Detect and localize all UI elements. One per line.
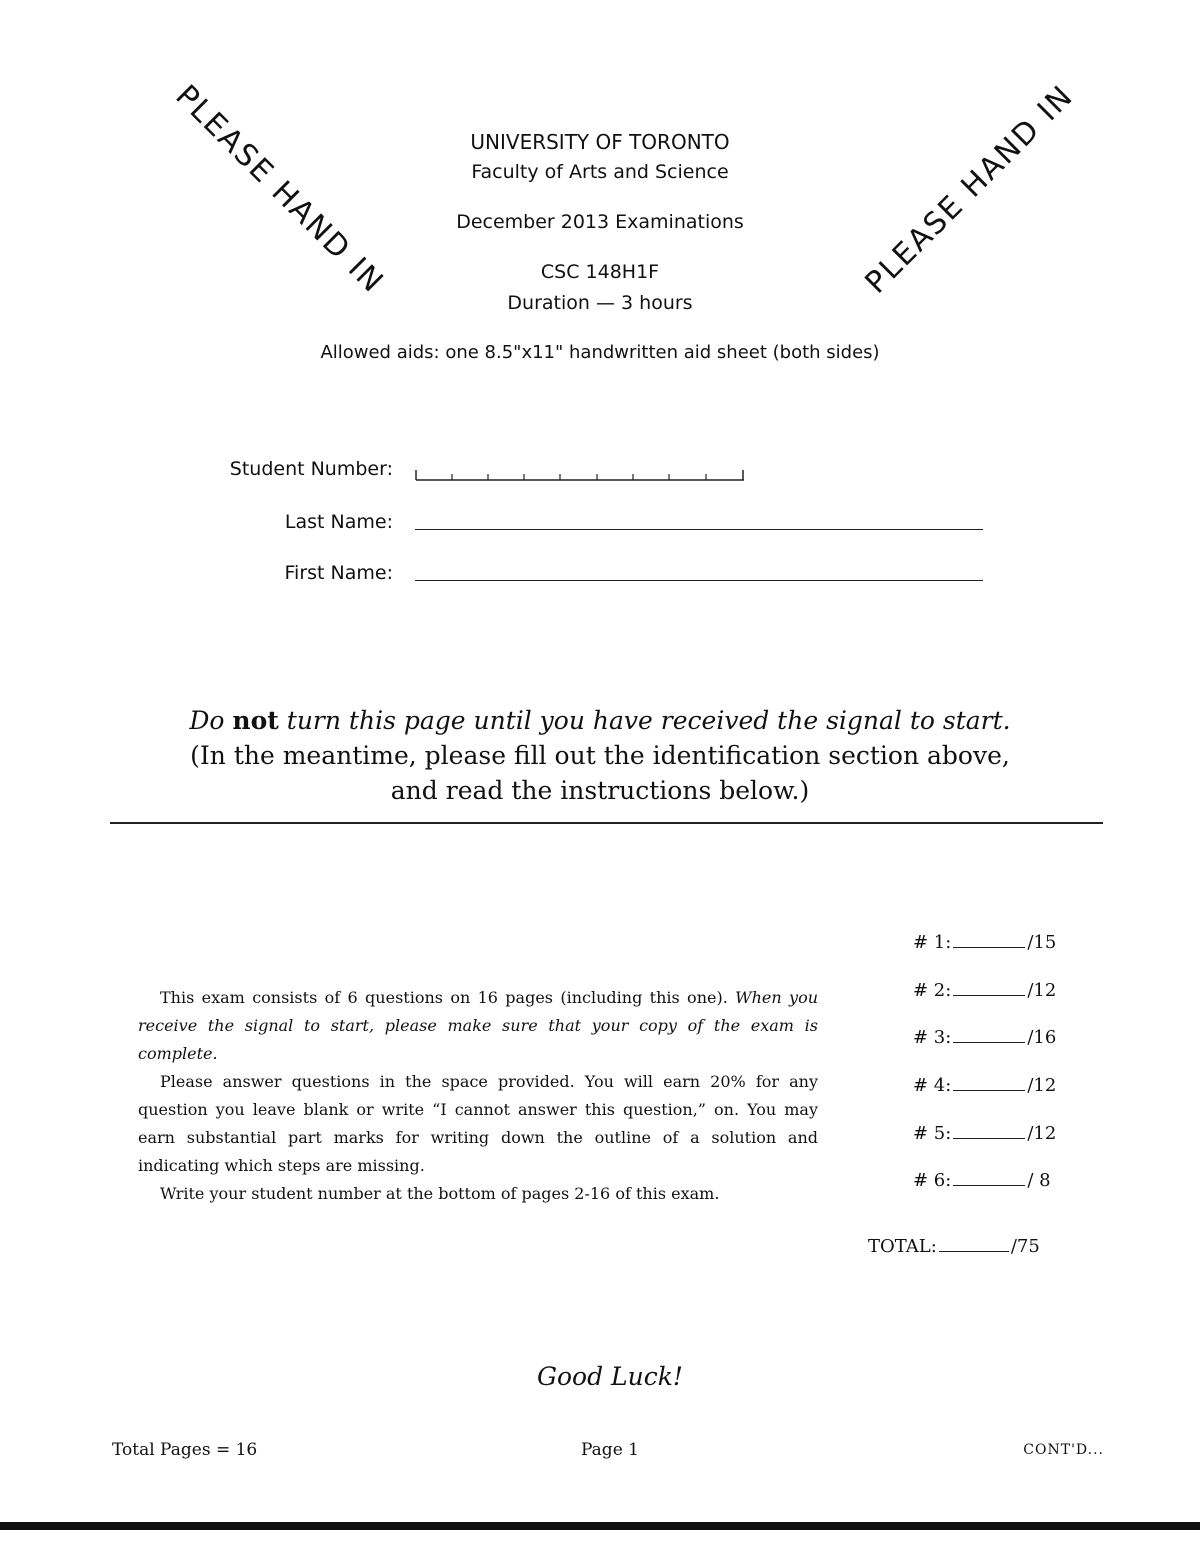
- instructions-paragraph-1: [138, 984, 818, 1068]
- score-max: /12: [1027, 1123, 1057, 1144]
- please-hand-in-stamp-left: PLEASE HAND IN: [168, 78, 391, 301]
- score-row: [913, 1026, 1056, 1048]
- score-row: [913, 979, 1056, 1001]
- score-max: / 8: [1027, 1170, 1051, 1191]
- total-row: [868, 1235, 1040, 1257]
- score-max: /12: [1027, 980, 1057, 1001]
- score-label: # 6:: [913, 1170, 952, 1191]
- score-blank[interactable]: [953, 1122, 1025, 1139]
- instructions-paragraph-2: Please answer questions in the space provided. You will earn 20% for any question you leave blank or write “I cannot answer this question,” on. You may earn substantial part marks for writing down the outline of a solution and indicating which steps are missing.: [138, 1072, 818, 1175]
- score-max: /12: [1027, 1075, 1057, 1096]
- bottom-rule: [0, 1522, 1200, 1530]
- section-divider: [110, 822, 1103, 824]
- first-name-label: First Name:: [284, 562, 393, 584]
- warning-line-1: [0, 703, 1200, 738]
- warning-line-3: and read the instructions below.): [390, 776, 810, 805]
- total-blank[interactable]: [939, 1235, 1009, 1252]
- student-number-label: Student Number:: [229, 458, 393, 480]
- instructions: [138, 984, 818, 1208]
- score-blank[interactable]: [953, 979, 1025, 996]
- footer-total-pages: Total Pages = 16: [112, 1440, 258, 1460]
- score-label: # 1:: [913, 932, 952, 953]
- warning-do: Do: [189, 706, 225, 735]
- score-blank[interactable]: [953, 1026, 1025, 1043]
- total-label: TOTAL:: [868, 1236, 937, 1257]
- last-name-field[interactable]: [415, 529, 983, 530]
- first-name-field[interactable]: [415, 580, 983, 581]
- course-code: CSC 148H1F: [540, 261, 660, 283]
- instructions-paragraph-3: Write your student number at the bottom of pages 2-16 of this exam.: [160, 1184, 720, 1203]
- allowed-aids: Allowed aids: one 8.5"x11" handwritten aid sheet (both sides): [320, 342, 880, 363]
- instructions-p1-normal: This exam consists of 6 questions on 16 pages (including this one).: [160, 988, 728, 1007]
- score-row: [913, 1169, 1051, 1191]
- score-label: # 2:: [913, 980, 952, 1001]
- score-label: # 5:: [913, 1123, 952, 1144]
- score-label: # 3:: [913, 1027, 952, 1048]
- last-name-label: Last Name:: [284, 511, 393, 533]
- exam-session: December 2013 Examinations: [456, 211, 744, 233]
- footer-continued: CONT'D...: [1023, 1442, 1104, 1458]
- score-blank[interactable]: [953, 1074, 1025, 1091]
- score-row: [913, 1074, 1056, 1096]
- student-number-field[interactable]: [415, 464, 745, 482]
- exam-duration: Duration — 3 hours: [507, 292, 693, 314]
- score-blank[interactable]: [953, 1169, 1025, 1186]
- footer-page-number: Page 1: [581, 1440, 639, 1460]
- warning-not: not: [232, 706, 279, 735]
- warning-rest: turn this page until you have received the signal to start.: [286, 706, 1011, 735]
- total-max: /75: [1010, 1236, 1040, 1257]
- please-hand-in-stamp-right: PLEASE HAND IN: [858, 78, 1081, 301]
- faculty-name: Faculty of Arts and Science: [471, 161, 729, 183]
- warning-line-2: (In the meantime, please fill out the identification section above,: [190, 741, 1010, 770]
- score-row: [913, 931, 1056, 953]
- score-blank[interactable]: [953, 931, 1025, 948]
- score-label: # 4:: [913, 1075, 952, 1096]
- instructions-p1-italic: When you receive the signal to start, please make sure that your copy of the exam is complete.: [138, 988, 819, 1063]
- university-name: UNIVERSITY OF TORONTO: [470, 130, 730, 154]
- score-max: /15: [1027, 932, 1057, 953]
- good-luck: Good Luck!: [537, 1362, 683, 1391]
- score-row: [913, 1122, 1056, 1144]
- score-max: /16: [1027, 1027, 1057, 1048]
